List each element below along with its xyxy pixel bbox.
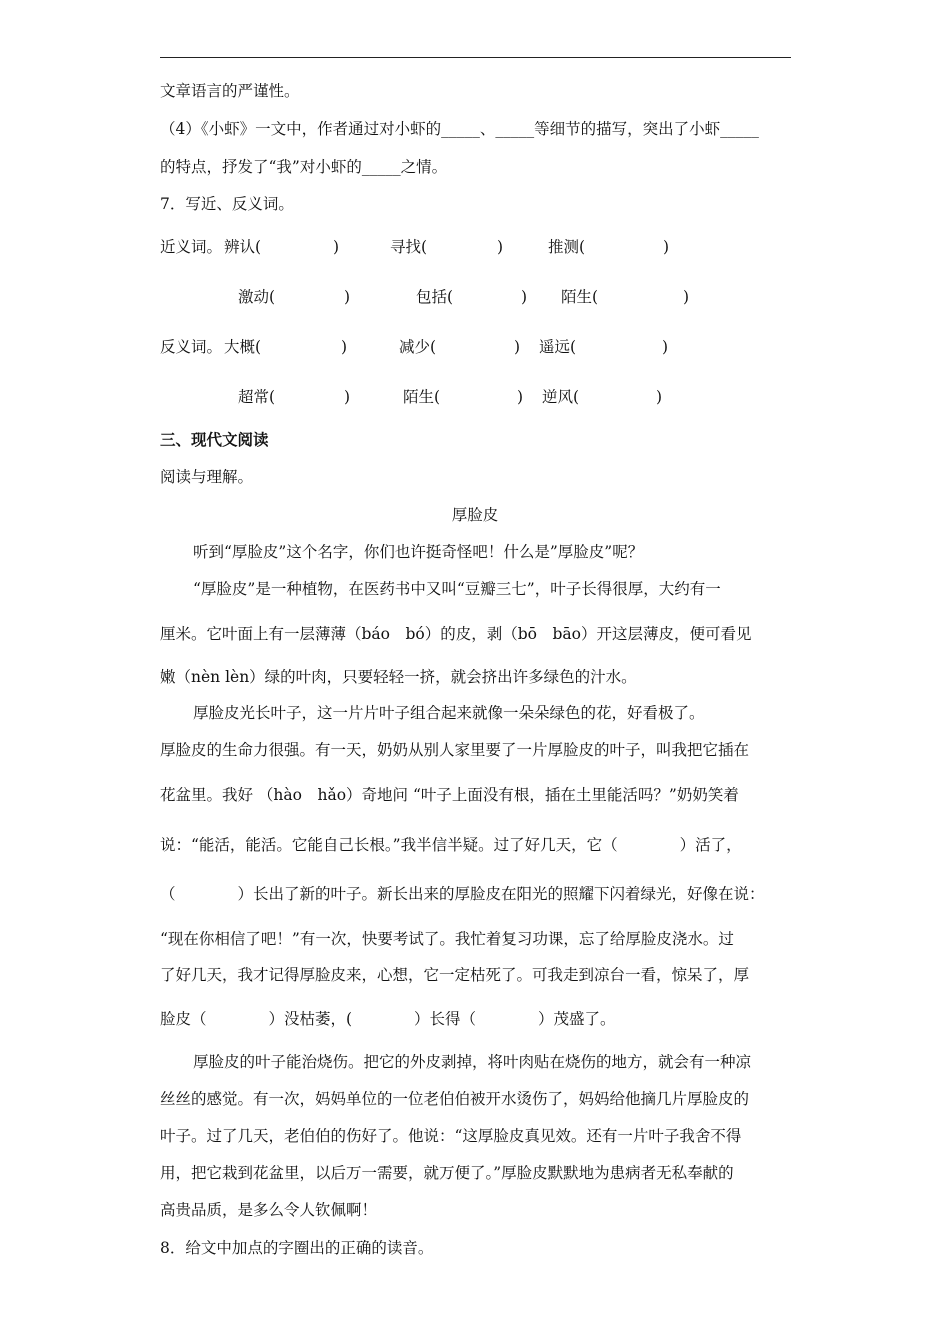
- passage-line: 高贵品质，是多么令人钦佩啊！: [160, 1201, 378, 1219]
- passage-line: 厚脸皮的叶子能治烧伤。把它的外皮剥掉，将叶肉贴在烧伤的地方，就会有一种凉: [193, 1053, 752, 1071]
- blank-close: ): [514, 338, 521, 356]
- synonym-word: 辨认(: [224, 238, 262, 256]
- reading-instruction: 阅读与理解。: [160, 468, 254, 486]
- blank-close: ): [662, 338, 669, 356]
- antonym-label: 反义词。: [160, 338, 223, 356]
- question-7: 7．写近、反义词。: [160, 195, 294, 213]
- blank-close: ): [333, 238, 340, 256]
- passage-title: 厚脸皮: [451, 506, 499, 524]
- passage-line: 脸皮（ ）没枯萎，( ）长得（ ）茂盛了。: [160, 1010, 616, 1028]
- blank-close: ): [517, 388, 524, 406]
- antonym-word: 逆风(: [542, 388, 580, 406]
- blank-close: ): [341, 338, 348, 356]
- synonym-label: 近义词。: [160, 238, 223, 256]
- blank-close: ): [344, 388, 351, 406]
- antonym-word: 减少(: [399, 338, 437, 356]
- passage-line: 了好几天，我才记得厚脸皮来，心想，它一定枯死了。可我走到凉台一看，惊呆了，厚: [160, 966, 750, 984]
- blank-close: ): [521, 288, 528, 306]
- question-8: 8．给文中加点的字圈出的正确的读音。: [160, 1239, 434, 1257]
- passage-line: 花盆里。我好 （hào hǎo）奇地问 “叶子上面没有根，插在土里能活吗？”奶奶笑着: [160, 786, 739, 804]
- synonym-word: 激动(: [238, 288, 276, 306]
- blank-close: ): [683, 288, 690, 306]
- passage-line: 说：“能活，能活。它能自己长根。”我半信半疑。过了好几天，它（ ）活了，: [160, 836, 742, 854]
- passage-line: “厚脸皮”是一种植物，在医药书中又叫“豆瓣三七”，叶子长得很厚，大约有一: [193, 580, 721, 598]
- header-rule: [160, 57, 791, 58]
- antonym-word: 陌生(: [403, 388, 441, 406]
- passage-line: 厚脸皮光长叶子，这一片片叶子组合起来就像一朵朵绿色的花，好看极了。: [193, 704, 705, 722]
- blank-close: ): [663, 238, 670, 256]
- blank-close: ): [497, 238, 504, 256]
- synonym-word: 寻找(: [390, 238, 428, 256]
- synonym-word: 陌生(: [561, 288, 599, 306]
- synonym-word: 包括(: [416, 288, 454, 306]
- passage-line: 厘米。它叶面上有一层薄薄（báo bó）的皮，剥（bō bāo）开这层薄皮，便可看见: [160, 625, 752, 643]
- blank-close: ): [656, 388, 663, 406]
- passage-line: （ ）长出了新的叶子。新长出来的厚脸皮在阳光的照耀下闪着绿光，好像在说：: [160, 885, 765, 903]
- question-4-line-1: （4）《小虾》一文中，作者通过对小虾的_____、_____等细节的描写，突出了小虾_____: [160, 120, 759, 138]
- passage-line: 丝丝的感觉。有一次，妈妈单位的一位老伯伯被开水烫伤了，妈妈给他摘几片厚脸皮的: [160, 1090, 750, 1108]
- antonym-word: 遥远(: [539, 338, 577, 356]
- section-heading: 三、现代文阅读: [160, 430, 269, 449]
- passage-line: 厚脸皮的生命力很强。有一天，奶奶从别人家里要了一片厚脸皮的叶子，叫我把它插在: [160, 741, 750, 759]
- blank-close: ): [344, 288, 351, 306]
- synonym-word: 推测(: [548, 238, 586, 256]
- antonym-word: 超常(: [238, 388, 276, 406]
- passage-line: 叶子。过了几天，老伯伯的伤好了。他说：“这厚脸皮真见效。还有一片叶子我舍不得: [160, 1127, 742, 1145]
- antonym-word: 大概(: [224, 338, 262, 356]
- passage-line: 用，把它栽到花盆里，以后万一需要，就万便了。”厚脸皮默默地为患病者无私奉献的: [160, 1164, 734, 1182]
- question-4-line-2: 的特点，抒发了“我”对小虾的_____之情。: [160, 158, 448, 176]
- passage-line: “现在你相信了吧！”有一次，快要考试了。我忙着复习功课，忘了给厚脸皮浇水。过: [160, 930, 734, 948]
- passage-line: 嫩（nèn lèn）绿的叶肉，只要轻轻一挤，就会挤出许多绿色的汁水。: [160, 668, 637, 686]
- text-line: 文章语言的严谨性。: [160, 82, 300, 100]
- passage-line: 听到“厚脸皮”这个名字，你们也许挺奇怪吧！什么是”厚脸皮”呢？: [193, 543, 644, 561]
